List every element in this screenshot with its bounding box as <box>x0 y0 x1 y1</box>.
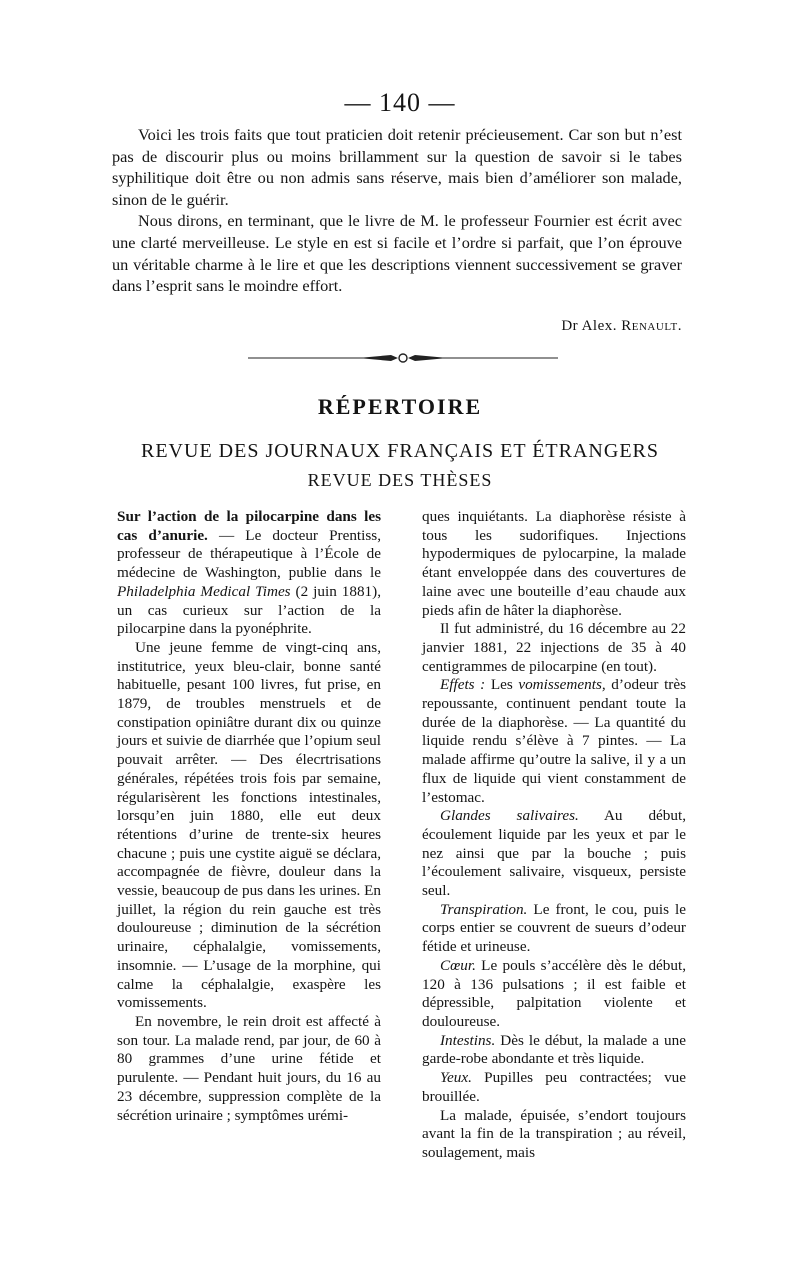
section-divider-ornament <box>248 346 558 370</box>
review-paragraph: Voici les trois faits que tout praticien doit retenir précieusement. Car son but n’est pas de discourir plus ou moins brillamment sur la question de savoir si le tabes syphilitique doit être ou non admis sans réserve, mais bien d’améliorer son malade, sinon de le guérir. <box>112 125 682 209</box>
paragraph-text: La malade, épuisée, s’endort toujours avant la fin de la transpiration ; au réveil, soulagement, mais <box>422 1106 686 1161</box>
article-paragraph <box>422 957 686 1032</box>
article-lead-text-end: (2 juin 1881), un cas curieux sur l’action de la pilocarpine dans la pyonéphrite. <box>117 582 381 638</box>
paragraph-text: Au début, écoulement liquide par les yeux et par le nez ainsi que par la bouche ; puis l’écoulement salivaire, visqueux, persiste seul. <box>422 807 686 900</box>
article-paragraph: En novembre, le rein droit est affecté à son tour. La malade rend, par jour, de 60 à 80 grammes d’une urine fétide et purulente. — Pendant huit jours, du 16 au 23 décembre, suppression complète de la sécrétion urinaire ; symptômes urémi- <box>117 1012 381 1124</box>
signature-prefix: Dr Alex. <box>561 318 618 334</box>
article-lead <box>117 508 381 639</box>
page-number: — 140 — <box>344 88 456 117</box>
paragraph-sublabel: Les vomissements, <box>490 676 606 694</box>
left-column <box>117 508 381 1125</box>
paragraph-label: Effets : <box>440 676 486 694</box>
article-paragraph <box>422 807 686 901</box>
book-review-conclusion <box>112 124 682 297</box>
article-paragraph <box>422 620 686 676</box>
paragraph-text: Le pouls s’accélère dès le début, 120 à 136 pulsations ; il est faible et dépressible, palpitation violente et douloureuse. <box>422 956 686 1030</box>
paragraph-text: Dès le début, la malade a une garde-robe abondante et très liquide. <box>422 1031 686 1068</box>
signature-name: Renault. <box>621 318 682 334</box>
subsection-heading: REVUE DES JOURNAUX FRANÇAIS ET ÉTRANGERS <box>141 440 659 462</box>
paragraph-label: Yeux. <box>440 1069 472 1087</box>
article-paragraph <box>422 1032 686 1069</box>
article-lead-text: — Le docteur Prentiss, professeur de thérapeutique à l’École de médecine de Washington, publie dans le <box>117 526 381 582</box>
paragraph-text: Le front, le cou, puis le corps entier se couvrent de sueurs d’odeur fétide et urineuse. <box>422 900 686 956</box>
article-paragraph <box>422 901 686 957</box>
article-title: Sur l’action de la pilocarpine dans les cas d’anurie. <box>117 508 381 544</box>
paragraph-text: Il fut administré, du 16 décembre au 22 janvier 1881, 22 injections de 35 à 40 centigrammes de pilocarpine (en tout). <box>422 620 686 675</box>
paragraph-text: Pupilles peu contractées; vue brouillée. <box>422 1069 686 1105</box>
article-paragraph <box>422 1107 686 1163</box>
journal-name: Philadelphia Medical Times <box>117 582 291 600</box>
article-paragraph: Une jeune femme de vingt-cinq ans, institutrice, yeux bleu-clair, bonne santé habituelle, pesant 100 livres, fut prise, en 1879, de troubles menstruels et de constipation opiniâtre durant dix ou quinze jours et suivie de diarrhée que l’opium seul pouvait arrêter. — Des élecrtrisations générales, répétées trois fois par semaine, régularisèrent les fonctions intestinales, lorsqu’en juin 1880, elle eut deux rétentions d’urine de trente-six heures chacune ; puis une cystite aiguë se déclara, accompagnée de fièvre, douleur dans la vessie, beaucoup de pus dans les urines. En juillet, la région du rein gauche est très douloureuse ; diminution de la sécrétion urinaire, céphalalgie, vomissements, insomnie. — L’usage de la morphine, qui calme la céphalalgie, exaspère les vomissements. <box>117 638 381 1012</box>
paragraph-sublabel-italic: vomissements, <box>518 676 606 694</box>
review-paragraph: Nous dirons, en terminant, que le livre de M. le professeur Fournier est écrit avec une clarté merveilleuse. Le style en est si facile et l’ordre si parfait, que l’on éprouve un véritable charme à le lire et que les descriptions viennent successivement se graver dans l’esprit sans le moindre effort. <box>112 211 682 296</box>
paragraph-label: Intestins. <box>440 1031 496 1049</box>
article-paragraph <box>422 676 686 807</box>
article-paragraph <box>422 1069 686 1106</box>
right-column <box>422 508 686 1163</box>
sub-subsection-heading: REVUE DES THÈSES <box>307 470 493 490</box>
author-signature <box>112 318 682 335</box>
paragraph-text: d’odeur très repoussante, continuent pendant toute la durée de la diaphorèse. — La quantité du liquide rendu s’élève à 7 pintes. — La malade affirme qu’outre la salive, il y a un flux de liquide qui vient constamment de l’estomac. <box>422 676 686 806</box>
section-heading: RÉPERTOIRE <box>317 394 483 419</box>
paragraph-label: Transpiration. <box>440 900 528 918</box>
article-paragraph-continued: ques inquiétants. La diaphorèse résiste à tous les sudorifiques. Injections hypodermiques de pylocarpine, la malade étant enveloppée dans des couvertures de laine avec une bouteille d’eau chaude aux pieds afin de hâter la diaphorèse. <box>422 508 686 619</box>
paragraph-label: Cœur. <box>440 956 476 974</box>
paragraph-label: Glandes salivaires. <box>440 807 579 825</box>
